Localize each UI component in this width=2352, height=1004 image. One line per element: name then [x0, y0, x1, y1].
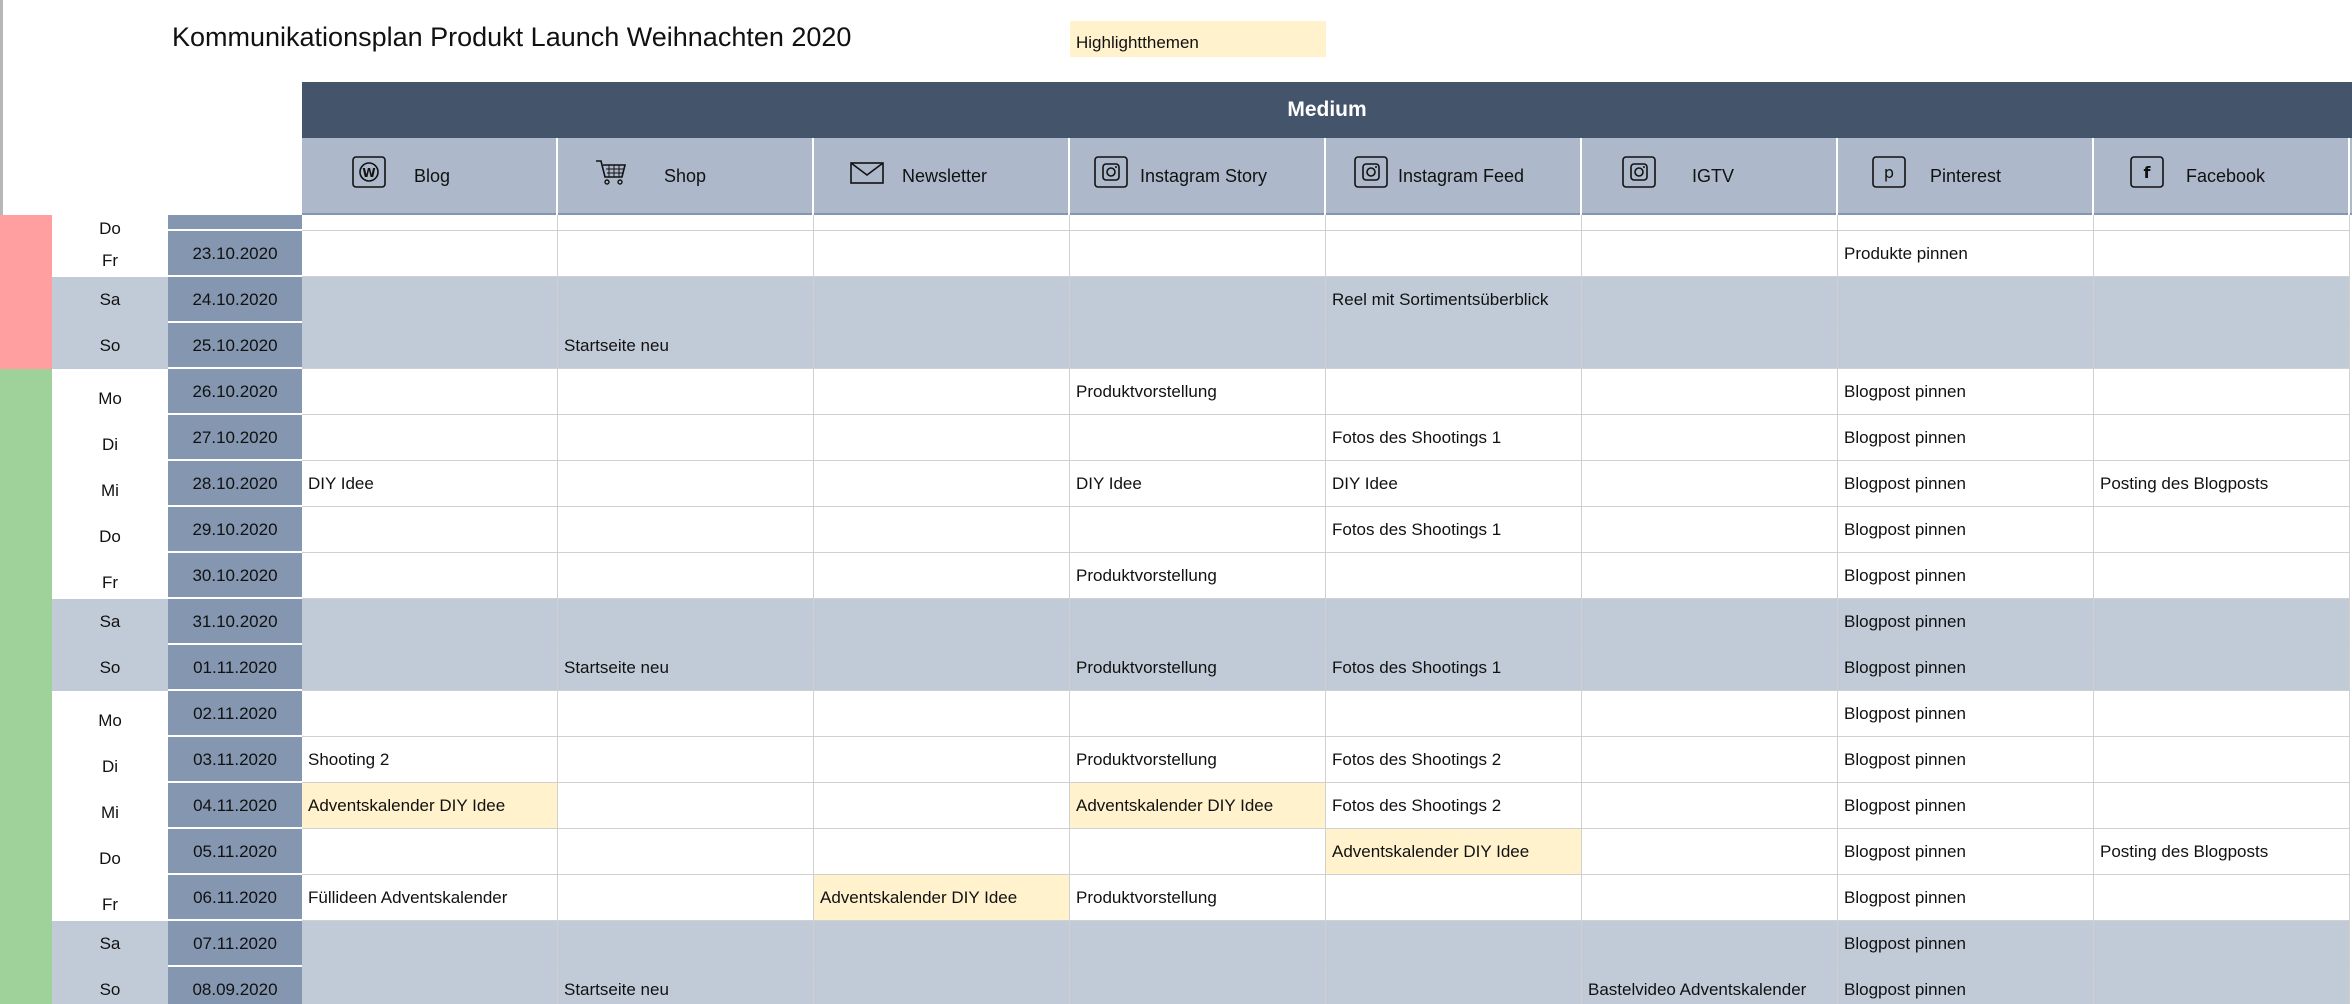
cell-igtv[interactable] [1582, 323, 1838, 369]
cell-igtv[interactable] [1582, 369, 1838, 415]
table-row [0, 829, 2352, 875]
cell-pinterest[interactable]: Produkte pinnen [1838, 231, 2094, 277]
cell-blog[interactable] [302, 599, 558, 645]
table-row [0, 277, 2352, 323]
cell-newsletter[interactable] [814, 215, 1070, 231]
cell-facebook[interactable] [2094, 507, 2350, 553]
cell-instagram-feed[interactable] [1326, 921, 1582, 967]
date-cell[interactable]: 08.09.2020 [168, 967, 302, 1004]
day-label: Sa [99, 612, 121, 631]
week-color-stripe [0, 783, 52, 829]
date-cell[interactable]: 23.10.2020 [168, 231, 302, 275]
column-header-newsletter[interactable] [814, 138, 1070, 215]
day-label: Di [101, 757, 119, 776]
table-row [0, 323, 2352, 369]
cell-instagram-feed[interactable] [1326, 215, 1582, 231]
column-header-pinterest[interactable] [1838, 138, 2094, 215]
column-header-shop[interactable] [558, 138, 814, 215]
cell-blog[interactable] [302, 967, 558, 1004]
cell-instagram-story[interactable]: DIY Idee [1070, 461, 1326, 507]
day-label: Fr [101, 573, 119, 592]
cell-instagram-story[interactable] [1070, 507, 1326, 553]
date-cell[interactable]: 31.10.2020 [168, 599, 302, 643]
column-header-label: Newsletter [902, 166, 988, 186]
cell-igtv[interactable] [1582, 921, 1838, 967]
cell-igtv[interactable] [1582, 553, 1838, 599]
page-title: Kommunikationsplan Produkt Launch Weihnachten 2020 [172, 22, 852, 52]
cell-igtv[interactable] [1582, 461, 1838, 507]
cell-pinterest[interactable]: Blogpost pinnen [1838, 507, 2094, 553]
week-color-stripe [0, 553, 52, 599]
cell-facebook[interactable] [2094, 691, 2350, 737]
cell-pinterest[interactable]: Blogpost pinnen [1838, 369, 2094, 415]
cell-instagram-story[interactable] [1070, 415, 1326, 461]
cell-pinterest[interactable]: Blogpost pinnen [1838, 691, 2094, 737]
cell-blog[interactable] [302, 691, 558, 737]
cart-icon [594, 156, 628, 188]
cell-blog[interactable]: DIY Idee [302, 461, 558, 507]
cell-facebook[interactable] [2094, 783, 2350, 829]
cell-instagram-story[interactable] [1070, 277, 1326, 323]
column-header-instagram-feed[interactable] [1326, 138, 1582, 215]
column-header-label: Blog [414, 166, 451, 186]
cell-shop[interactable] [558, 875, 814, 921]
facebook-icon [2130, 156, 2164, 188]
date-cell[interactable]: 06.11.2020 [168, 875, 302, 919]
highlight-legend: Highlightthemen [1070, 21, 1326, 57]
cell-blog[interactable]: Adventskalender DIY Idee [302, 783, 558, 829]
cell-pinterest[interactable]: Blogpost pinnen [1838, 967, 2094, 1004]
cell-shop[interactable]: Startseite neu [558, 323, 814, 369]
cell-instagram-story[interactable] [1070, 599, 1326, 645]
svg-text:W: W [362, 166, 376, 180]
cell-instagram-story[interactable]: Produktvorstellung [1070, 875, 1326, 921]
cell-pinterest[interactable] [1838, 277, 2094, 323]
cell-blog[interactable] [302, 553, 558, 599]
cell-igtv[interactable] [1582, 231, 1838, 277]
day-label: Do [99, 219, 121, 238]
week-color-stripe [0, 921, 52, 967]
cell-pinterest[interactable]: Blogpost pinnen [1838, 921, 2094, 967]
instagram-icon [1354, 156, 1388, 188]
week-color-stripe [0, 415, 52, 461]
cell-blog[interactable] [302, 277, 558, 323]
cell-instagram-feed[interactable]: Fotos des Shootings 1 [1326, 415, 1582, 461]
date-cell[interactable]: 24.10.2020 [168, 277, 302, 321]
cell-instagram-story[interactable]: Produktvorstellung [1070, 737, 1326, 783]
cell-igtv[interactable] [1582, 215, 1838, 231]
cell-facebook[interactable] [2094, 323, 2350, 369]
day-label: Mo [98, 711, 122, 730]
day-label: Do [99, 527, 121, 546]
table-row [0, 461, 2352, 507]
week-color-stripe [0, 323, 52, 369]
table-row [0, 231, 2352, 277]
cell-blog[interactable] [302, 645, 558, 691]
cell-blog[interactable] [302, 231, 558, 277]
cell-facebook[interactable]: Posting des Blogposts [2094, 461, 2350, 507]
cell-newsletter[interactable]: Adventskalender DIY Idee [814, 875, 1070, 921]
day-label: Mi [101, 481, 119, 500]
cell-blog[interactable] [302, 415, 558, 461]
cell-shop[interactable] [558, 599, 814, 645]
cell-instagram-story[interactable] [1070, 921, 1326, 967]
date-cell[interactable]: 27.10.2020 [168, 415, 302, 459]
cell-pinterest[interactable]: Blogpost pinnen [1838, 783, 2094, 829]
cell-newsletter[interactable] [814, 783, 1070, 829]
column-header-label: Shop [664, 166, 707, 186]
cell-blog[interactable]: Füllideen Adventskalender [302, 875, 558, 921]
day-label: Fr [101, 251, 119, 270]
wordpress-icon [352, 156, 386, 188]
cell-facebook[interactable] [2094, 231, 2350, 277]
date-cell[interactable]: 02.11.2020 [168, 691, 302, 735]
instagram-icon [1622, 156, 1656, 188]
cell-instagram-story[interactable] [1070, 967, 1326, 1004]
cell-newsletter[interactable] [814, 967, 1070, 1004]
week-color-stripe [0, 829, 52, 875]
cell-instagram-story[interactable]: Produktvorstellung [1070, 645, 1326, 691]
cell-pinterest[interactable]: Blogpost pinnen [1838, 875, 2094, 921]
date-cell[interactable]: 30.10.2020 [168, 553, 302, 597]
day-label: Do [99, 849, 121, 868]
week-color-stripe [0, 599, 52, 645]
day-label: Di [101, 435, 119, 454]
cell-instagram-story[interactable] [1070, 231, 1326, 277]
date-cell[interactable]: 03.11.2020 [168, 737, 302, 781]
day-label: So [99, 336, 121, 355]
cell-instagram-feed[interactable]: Reel mit Sortimentsüberblick [1326, 277, 1582, 323]
cell-igtv[interactable] [1582, 737, 1838, 783]
cell-shop[interactable] [558, 921, 814, 967]
cell-pinterest[interactable]: Blogpost pinnen [1838, 461, 2094, 507]
cell-pinterest[interactable] [1838, 323, 2094, 369]
date-cell[interactable]: 26.10.2020 [168, 369, 302, 413]
column-header-label: Pinterest [1930, 166, 2002, 186]
cell-blog[interactable] [302, 829, 558, 875]
column-header-row [302, 138, 2352, 215]
cell-facebook[interactable]: Posting des Blogposts [2094, 829, 2350, 875]
date-cell[interactable]: 28.10.2020 [168, 461, 302, 505]
cell-newsletter[interactable] [814, 231, 1070, 277]
cell-instagram-story[interactable] [1070, 323, 1326, 369]
cell-blog[interactable] [302, 369, 558, 415]
day-label: Sa [99, 290, 121, 309]
cell-shop[interactable] [558, 277, 814, 323]
cell-shop[interactable] [558, 369, 814, 415]
envelope-icon [850, 156, 884, 188]
sheet-left-border [0, 0, 3, 215]
cell-pinterest[interactable]: Blogpost pinnen [1838, 415, 2094, 461]
table-row [0, 921, 2352, 967]
day-label: Fr [101, 895, 119, 914]
day-label: Sa [99, 934, 121, 953]
medium-header: Medium [302, 82, 2352, 138]
cell-shop[interactable] [558, 415, 814, 461]
svg-text:p: p [1883, 163, 1895, 182]
column-header-blog[interactable] [302, 138, 558, 215]
cell-blog[interactable] [302, 921, 558, 967]
table-row [0, 507, 2352, 553]
cell-newsletter[interactable] [814, 737, 1070, 783]
cell-facebook[interactable] [2094, 553, 2350, 599]
cell-igtv[interactable] [1582, 507, 1838, 553]
cell-shop[interactable] [558, 829, 814, 875]
cell-shop[interactable] [558, 231, 814, 277]
cell-blog[interactable] [302, 215, 558, 231]
table-row [0, 553, 2352, 599]
table-row [0, 783, 2352, 829]
column-header-label: Facebook [2186, 166, 2266, 186]
cell-igtv[interactable] [1582, 599, 1838, 645]
day-label: Mi [101, 803, 119, 822]
date-cell[interactable]: 07.11.2020 [168, 921, 302, 965]
cell-shop[interactable] [558, 691, 814, 737]
cell-instagram-feed[interactable] [1326, 231, 1582, 277]
svg-text:f: f [2143, 163, 2151, 182]
pinterest-icon [1872, 156, 1906, 188]
week-color-stripe [0, 507, 52, 553]
column-header-facebook[interactable] [2094, 138, 2350, 215]
cell-facebook[interactable] [2094, 277, 2350, 323]
table-row [0, 215, 2352, 238]
column-header-igtv[interactable] [1582, 138, 1838, 215]
cell-shop[interactable] [558, 737, 814, 783]
cell-instagram-story[interactable]: Adventskalender DIY Idee [1070, 783, 1326, 829]
column-header-label: Instagram Feed [1398, 166, 1525, 186]
cell-igtv[interactable] [1582, 645, 1838, 691]
cell-igtv[interactable] [1582, 875, 1838, 921]
cell-instagram-feed[interactable] [1326, 967, 1582, 1004]
date-cell[interactable]: 29.10.2020 [168, 507, 302, 551]
table-row [0, 415, 2352, 461]
date-cell[interactable]: 05.11.2020 [168, 829, 302, 873]
cell-shop[interactable]: Startseite neu [558, 967, 814, 1004]
cell-facebook[interactable] [2094, 215, 2350, 231]
column-header-instagram-story[interactable] [1070, 138, 1326, 215]
cell-instagram-feed[interactable] [1326, 691, 1582, 737]
cell-facebook[interactable] [2094, 645, 2350, 691]
cell-instagram-feed[interactable]: Adventskalender DIY Idee [1326, 829, 1582, 875]
cell-shop[interactable] [558, 783, 814, 829]
table-row [0, 875, 2352, 921]
cell-newsletter[interactable] [814, 553, 1070, 599]
table-row [0, 737, 2352, 783]
cell-newsletter[interactable] [814, 507, 1070, 553]
week-color-stripe [0, 967, 52, 1004]
week-color-stripe [0, 691, 52, 737]
cell-pinterest[interactable]: Blogpost pinnen [1838, 599, 2094, 645]
column-header-label: IGTV [1692, 166, 1735, 186]
cell-instagram-feed[interactable] [1326, 599, 1582, 645]
cell-instagram-story[interactable] [1070, 829, 1326, 875]
cell-shop[interactable] [558, 507, 814, 553]
table-row [0, 645, 2352, 691]
cell-instagram-feed[interactable] [1326, 875, 1582, 921]
date-cell[interactable]: 25.10.2020 [168, 323, 302, 367]
cell-shop[interactable] [558, 461, 814, 507]
table-row [0, 369, 2352, 415]
cell-igtv[interactable] [1582, 277, 1838, 323]
cell-igtv[interactable] [1582, 783, 1838, 829]
cell-newsletter[interactable] [814, 369, 1070, 415]
cell-facebook[interactable] [2094, 415, 2350, 461]
cell-facebook[interactable] [2094, 875, 2350, 921]
cell-newsletter[interactable] [814, 599, 1070, 645]
day-label: Mo [98, 389, 122, 408]
cell-facebook[interactable] [2094, 967, 2350, 1004]
date-cell[interactable]: 01.11.2020 [168, 645, 302, 689]
cell-pinterest[interactable]: Blogpost pinnen [1838, 737, 2094, 783]
cell-blog[interactable] [302, 323, 558, 369]
cell-instagram-feed[interactable]: Fotos des Shootings 2 [1326, 737, 1582, 783]
cell-pinterest[interactable]: Blogpost pinnen [1838, 553, 2094, 599]
day-label: So [99, 980, 121, 999]
cell-pinterest[interactable]: Blogpost pinnen [1838, 645, 2094, 691]
cell-newsletter[interactable] [814, 921, 1070, 967]
table-row [0, 599, 2352, 645]
cell-instagram-feed[interactable] [1326, 553, 1582, 599]
cell-newsletter[interactable] [814, 645, 1070, 691]
cell-newsletter[interactable] [814, 691, 1070, 737]
cell-igtv[interactable] [1582, 829, 1838, 875]
cell-newsletter[interactable] [814, 323, 1070, 369]
table-row [0, 967, 2352, 1004]
day-label: So [99, 658, 121, 677]
week-color-stripe [0, 215, 52, 231]
column-header-label: Instagram Story [1140, 166, 1268, 186]
instagram-icon [1094, 156, 1128, 188]
week-color-stripe [0, 277, 52, 323]
cell-shop[interactable] [558, 215, 814, 231]
date-cell[interactable] [168, 215, 302, 229]
cell-instagram-story[interactable] [1070, 691, 1326, 737]
cell-instagram-feed[interactable]: Fotos des Shootings 1 [1326, 645, 1582, 691]
cell-igtv[interactable]: Bastelvideo Adventskalender [1582, 967, 1838, 1004]
cell-facebook[interactable] [2094, 921, 2350, 967]
date-cell[interactable]: 04.11.2020 [168, 783, 302, 827]
week-color-stripe [0, 461, 52, 507]
week-color-stripe [0, 231, 52, 277]
cell-facebook[interactable] [2094, 599, 2350, 645]
cell-instagram-feed[interactable]: Fotos des Shootings 1 [1326, 507, 1582, 553]
week-color-stripe [0, 875, 52, 921]
cell-pinterest[interactable] [1838, 215, 2094, 231]
cell-facebook[interactable] [2094, 737, 2350, 783]
cell-igtv[interactable] [1582, 691, 1838, 737]
cell-instagram-story[interactable]: Produktvorstellung [1070, 553, 1326, 599]
week-color-stripe [0, 369, 52, 415]
cell-instagram-feed[interactable]: Fotos des Shootings 2 [1326, 783, 1582, 829]
cell-newsletter[interactable] [814, 277, 1070, 323]
cell-pinterest[interactable]: Blogpost pinnen [1838, 829, 2094, 875]
week-color-stripe [0, 645, 52, 691]
week-color-stripe [0, 737, 52, 783]
table-row [0, 691, 2352, 737]
cell-instagram-feed[interactable] [1326, 323, 1582, 369]
cell-instagram-feed[interactable]: DIY Idee [1326, 461, 1582, 507]
cell-instagram-story[interactable]: Produktvorstellung [1070, 369, 1326, 415]
cell-blog[interactable]: Shooting 2 [302, 737, 558, 783]
cell-newsletter[interactable] [814, 829, 1070, 875]
cell-shop[interactable] [558, 553, 814, 599]
cell-newsletter[interactable] [814, 461, 1070, 507]
cell-facebook[interactable] [2094, 369, 2350, 415]
cell-shop[interactable]: Startseite neu [558, 645, 814, 691]
cell-igtv[interactable] [1582, 415, 1838, 461]
cell-instagram-feed[interactable] [1326, 369, 1582, 415]
cell-blog[interactable] [302, 507, 558, 553]
cell-newsletter[interactable] [814, 415, 1070, 461]
cell-instagram-story[interactable] [1070, 215, 1326, 231]
